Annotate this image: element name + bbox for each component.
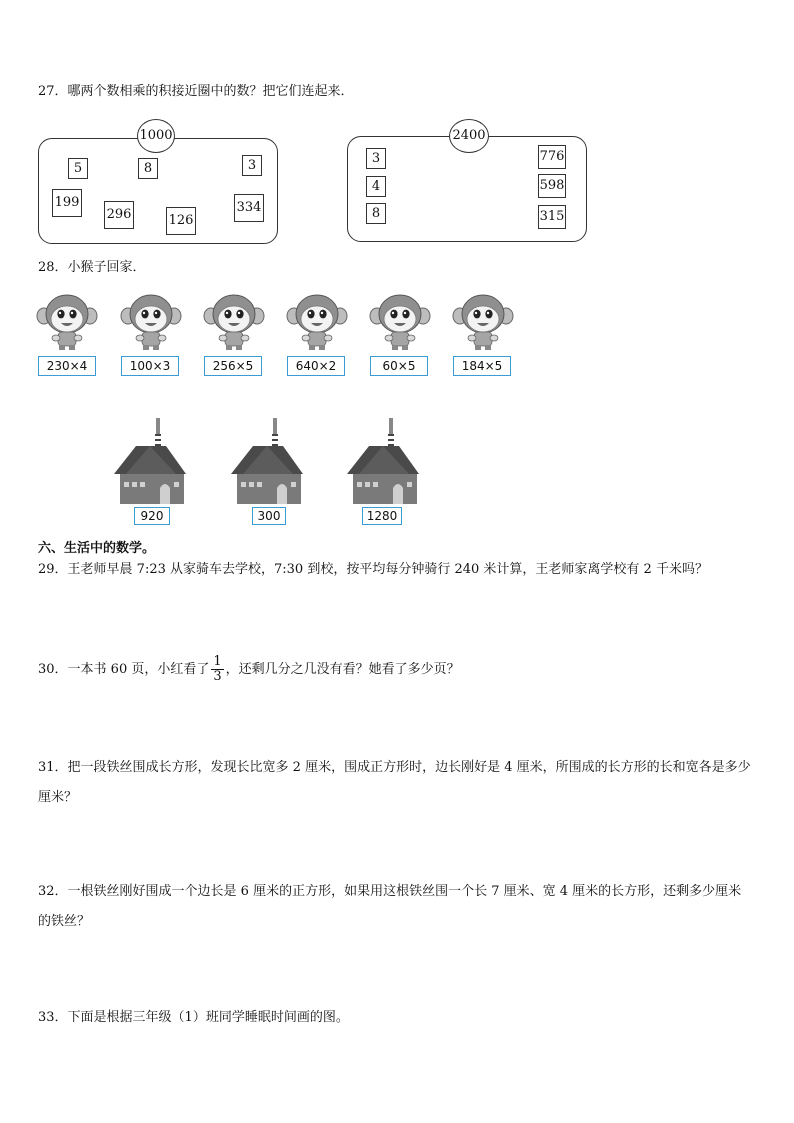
monkey-icon	[120, 292, 182, 352]
q30-before: 30．一本书 60 页，小红看了	[38, 662, 210, 677]
fraction-numerator: 1	[213, 654, 222, 669]
question-31-text: 31．把一段铁丝围成长方形，发现长比宽多 2 厘米，围成正方形时，边长刚好是 4 厘米，所围成的长方形的长和宽各是多少厘米？	[38, 760, 751, 805]
monkey-icon	[286, 292, 348, 352]
house-number[interactable]: 1280	[362, 507, 402, 525]
monkey-icon	[203, 292, 265, 352]
fraction-denominator: 3	[213, 669, 222, 684]
number-box[interactable]: 296	[104, 201, 134, 229]
number-box[interactable]: 598	[538, 174, 566, 198]
question-30-text	[38, 654, 460, 686]
monkey-expression[interactable]: 60×5	[370, 356, 428, 376]
monkey-icon	[452, 292, 514, 352]
number-box[interactable]: 5	[68, 158, 88, 179]
monkey-expression[interactable]: 230×4	[38, 356, 96, 376]
number-box[interactable]: 776	[538, 145, 566, 169]
number-box[interactable]: 199	[52, 189, 82, 217]
monkey-expression[interactable]: 184×5	[453, 356, 511, 376]
question-32-text: 32．一根铁丝刚好围成一个边长是 6 厘米的正方形，如果用这根铁丝围一个长 7 厘米、宽 4 厘米的长方形，还剩多少厘米的铁丝？	[38, 884, 742, 929]
number-box[interactable]: 315	[538, 205, 566, 229]
number-box[interactable]: 8	[138, 158, 158, 179]
house-icon	[345, 418, 421, 508]
number-box[interactable]: 3	[242, 155, 262, 176]
question-27-text: 27．哪两个数相乘的积接近圈中的数？把它们连起来．	[38, 84, 354, 99]
q30-after: ，还剩几分之几没有看？她看了多少页？	[225, 662, 460, 677]
number-box[interactable]: 3	[366, 148, 386, 169]
monkey-expression[interactable]: 640×2	[287, 356, 345, 376]
number-box[interactable]: 126	[166, 207, 196, 235]
number-box[interactable]: 8	[366, 203, 386, 224]
question-33-text: 33．下面是根据三年级（1）班同学睡眠时间画的图。	[38, 1010, 349, 1025]
house-number[interactable]: 920	[134, 507, 170, 525]
house-icon	[112, 418, 188, 508]
number-box[interactable]: 334	[234, 194, 264, 222]
question-28-text: 28．小猴子回家．	[38, 260, 146, 275]
question-29-text: 29．王老师早晨 7:23 从家骑车去学校，7:30 到校，按平均每分钟骑行 240 米计算，王老师家离学校有 2 千米吗？	[38, 562, 708, 577]
left-target-circle: 1000	[137, 119, 175, 153]
monkey-icon	[369, 292, 431, 352]
house-icon	[229, 418, 305, 508]
house-number[interactable]: 300	[252, 507, 286, 525]
monkey-expression[interactable]: 100×3	[121, 356, 179, 376]
fraction	[211, 655, 223, 684]
section-heading: 六、生活中的数学。	[38, 541, 156, 556]
monkey-expression[interactable]: 256×5	[204, 356, 262, 376]
number-box[interactable]: 4	[366, 176, 386, 197]
right-target-circle: 2400	[449, 119, 489, 153]
monkey-icon	[36, 292, 98, 352]
